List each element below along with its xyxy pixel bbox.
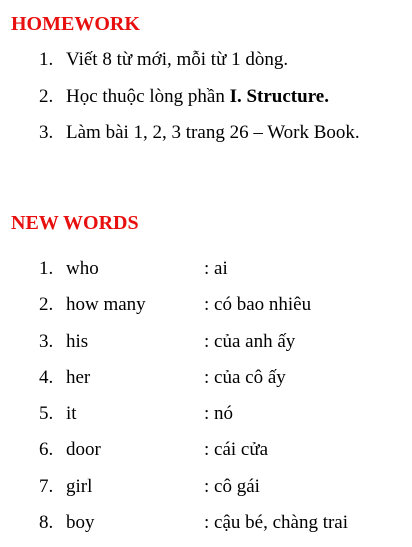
- word-meaning: : nó: [204, 403, 234, 424]
- word-number: 6.: [39, 439, 54, 460]
- word-number: 1.: [39, 258, 54, 279]
- word-number: 8.: [39, 512, 54, 533]
- homework-item-text: Viết 8 từ mới, mỗi từ 1 dòng.: [66, 49, 289, 70]
- word-term: boy: [66, 512, 95, 533]
- homework-item-number: 3.: [39, 122, 54, 143]
- word-term: girl: [66, 476, 93, 497]
- homework-heading: HOMEWORK: [11, 13, 140, 35]
- word-row: [39, 259, 409, 281]
- word-term: who: [66, 258, 99, 279]
- word-term: her: [66, 367, 91, 388]
- homework-item-number: 1.: [39, 49, 54, 70]
- homework-item-3: [39, 123, 360, 142]
- word-meaning: : của anh ấy: [204, 331, 296, 352]
- word-row: [39, 368, 409, 390]
- word-row: [39, 440, 409, 462]
- word-number: 7.: [39, 476, 54, 497]
- word-term: door: [66, 439, 101, 460]
- word-row: [39, 404, 409, 426]
- word-meaning: : cô gái: [204, 476, 260, 497]
- word-row: [39, 477, 409, 499]
- word-number: 5.: [39, 403, 54, 424]
- new-words-heading: NEW WORDS: [11, 212, 139, 234]
- word-row: [39, 295, 409, 317]
- homework-item-text: Học thuộc lòng phần: [66, 86, 230, 107]
- word-row: [39, 332, 409, 354]
- homework-item-number: 2.: [39, 86, 54, 107]
- word-term: how many: [66, 294, 146, 315]
- word-number: 2.: [39, 294, 54, 315]
- homework-item-text: Làm bài 1, 2, 3 trang 26 – Work Book.: [66, 122, 360, 143]
- homework-item-1: [39, 50, 288, 69]
- word-meaning: : cái cửa: [204, 439, 269, 460]
- word-term: his: [66, 331, 89, 352]
- word-number: 3.: [39, 331, 54, 352]
- word-number: 4.: [39, 367, 54, 388]
- word-row: [39, 513, 409, 535]
- word-meaning: : của cô ấy: [204, 367, 286, 388]
- word-meaning: : ai: [204, 258, 228, 279]
- word-meaning: : có bao nhiêu: [204, 294, 312, 315]
- word-meaning: : cậu bé, chàng trai: [204, 512, 349, 533]
- homework-item-bold-text: I. Structure.: [229, 86, 329, 107]
- homework-item-2: [39, 87, 329, 106]
- word-term: it: [66, 403, 77, 424]
